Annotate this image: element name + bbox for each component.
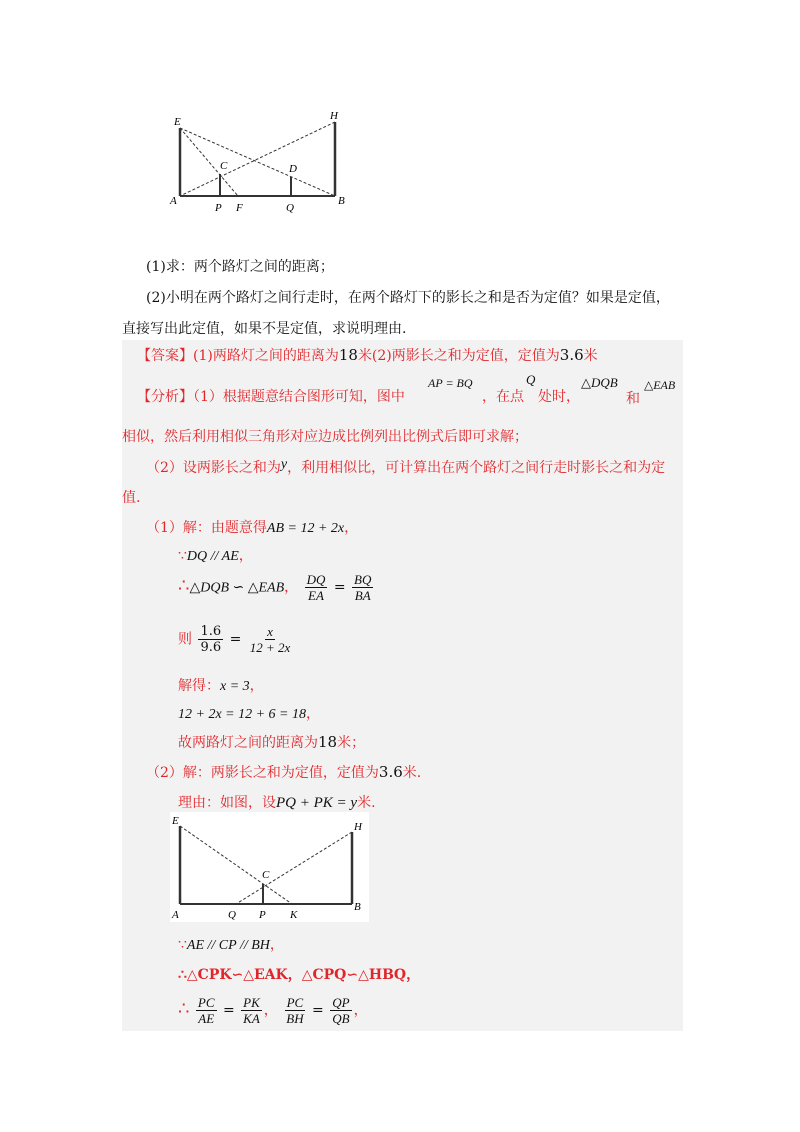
label-p: P: [259, 909, 266, 921]
sol1-eq-ab: AB = 12 + 2x: [266, 521, 345, 536]
sol2-fraction-1: [196, 995, 217, 1026]
sol1-conclusion-b: 米；: [337, 735, 366, 751]
sol2-intro-a: （2）解：两影长之和为定值，定值为: [146, 765, 379, 781]
question-2-line-2: 直接写出此定值，如果不是定值，求说明理由.: [122, 321, 407, 337]
sol1-calc: 12 + 2x = 12 + 6 = 18: [178, 707, 307, 722]
answer-text-b: 米(2)两影长之和为定值，定值为: [357, 348, 560, 364]
analysis-p2-line-1: [146, 457, 665, 477]
analysis-text-4: 和: [626, 391, 640, 407]
label-h: H: [330, 110, 338, 122]
analysis-tag: 【分析】: [137, 389, 193, 405]
sol1-fraction-b: [352, 572, 373, 603]
analysis-point-q: Q: [526, 372, 536, 387]
label-d: D: [289, 163, 297, 175]
sol2-intro-value: 3.6: [378, 763, 403, 781]
sol2-fraction-4: [330, 995, 351, 1026]
sol1-fraction-c: [198, 624, 223, 655]
figure-1: [160, 100, 360, 215]
label-a: A: [172, 909, 179, 921]
analysis-line-1: [137, 386, 405, 406]
label-h: H: [354, 821, 362, 833]
sol2-ratio-line: ∴ $\frac{PC}{AE}$ = $\frac{PK}{KA}$ ， $\frac{PC}{BH}$ = $\frac{QP}{QB}$ ，: [178, 995, 368, 1026]
sol1-proportion-line: 则 $\frac{1.6}{9.6}$ = $\frac{x}{12 + 2x}$: [178, 624, 291, 655]
sol2-parallel: AE // CP // BH: [186, 938, 270, 953]
sol2-f3-num: PC: [286, 995, 304, 1010]
sol1-conclusion-a: 故两路灯之间的距离为: [178, 735, 318, 751]
sol2-reason-line: [178, 792, 376, 812]
ray-e-b: [180, 128, 335, 196]
sol1-therefore-symbol: ∴: [178, 575, 190, 597]
sol1-similar-line: ∴△DQB ∽ △EAB， $\frac{DQ}{EA}$ = $\frac{BQ}{BA}$: [178, 572, 372, 603]
sol2-since-symbol: ∵: [178, 937, 187, 953]
sol2-intro-b: 米.: [402, 765, 422, 781]
answer-text-c: 米: [583, 348, 598, 364]
answer-tag: 【答案】: [137, 348, 193, 364]
sol2-therefore-symbol: ∴: [178, 998, 190, 1020]
answer-text-a: (1)两路灯之间的距离为: [193, 348, 339, 364]
sol2-f1-den: AE: [198, 1011, 215, 1026]
sol1-fraction-a: [305, 572, 328, 603]
label-e: E: [172, 815, 179, 827]
sol2-f4-num: QP: [332, 995, 350, 1010]
sol1-frac-b-den: BA: [354, 588, 371, 603]
sol1-calc-line: 12 + 2x = 12 + 6 = 18，: [178, 706, 321, 722]
label-p: P: [215, 202, 222, 214]
sol2-f2-den: KA: [243, 1011, 260, 1026]
figure-2: [170, 812, 369, 922]
question-2-line-1: (2)小明在两个路灯之间行走时，在两个路灯下的影长之和是否为定值？如果是定值，: [146, 290, 670, 306]
analysis-text-1: （1）根据题意结合图形可知，图中: [193, 389, 405, 405]
sol2-since-line: ∵AE // CP // BH，: [178, 937, 284, 953]
analysis-var-y: y: [280, 457, 288, 472]
sol1-intro-line: （1）解：由题意得AB = 12 + 2x，: [146, 520, 359, 536]
sol1-frac-d-den: 12 + 2x: [249, 640, 291, 655]
label-q: Q: [286, 202, 294, 214]
label-c: C: [262, 869, 270, 881]
label-f: F: [236, 202, 243, 214]
sol2-reason-eq: PQ + PK = y: [276, 795, 358, 811]
analysis-p2-a: （2）设两影长之和为: [146, 460, 281, 476]
ray-e-f: [180, 128, 238, 196]
sol1-frac-a-den: EA: [308, 588, 324, 603]
sol1-x-value: x = 3: [220, 679, 250, 694]
sol1-since-symbol: ∵: [178, 548, 187, 564]
question-1: (1)求：两个路灯之间的距离；: [146, 259, 334, 275]
sol1-solved-line: 解得：x = 3，: [178, 678, 264, 694]
sol2-f3-den: BH: [286, 1011, 304, 1026]
analysis-text-3: 处时，: [538, 389, 580, 405]
sol2-fraction-3: [284, 995, 305, 1026]
label-a: A: [170, 195, 177, 207]
sol1-frac-b-num: BQ: [354, 572, 372, 587]
analysis-p2-line-2: 值.: [122, 490, 141, 506]
analysis-tri-1: △DQB: [581, 375, 618, 390]
sol2-reason-a: 理由：如图，设: [178, 795, 276, 811]
sol1-frac-c-den: 9.6: [200, 640, 222, 655]
sol1-then: 则: [178, 631, 192, 648]
sol2-intro-line: [146, 762, 421, 782]
sol1-conclusion-value: 18: [318, 733, 338, 751]
analysis-tri-2: △EAB: [644, 378, 676, 392]
analysis-text-2: ，在点: [482, 389, 524, 405]
sol1-frac-c-num: 1.6: [200, 624, 222, 639]
sol1-frac-a-num: DQ: [306, 572, 326, 587]
sol1-since-line: ∵DQ // AE，: [178, 548, 253, 564]
sol2-f1-num: PC: [197, 995, 215, 1010]
analysis-eq: AP = BQ: [428, 376, 473, 390]
sol2-f2-num: PK: [243, 995, 260, 1010]
label-e: E: [174, 116, 181, 128]
label-k: K: [290, 909, 298, 921]
sol2-fraction-2: [241, 995, 262, 1026]
answer-value-1: 18: [338, 346, 358, 364]
answer-value-2: 3.6: [559, 346, 584, 364]
sol2-similar-line: ∴△CPK∽△EAK，△CPQ∽△HBQ，: [178, 967, 421, 983]
label-b: B: [338, 195, 345, 207]
analysis-p2-b: ，利用相似比，可计算出在两个路灯之间行走时影长之和为定: [287, 460, 666, 476]
label-q: Q: [228, 909, 236, 921]
sol1-conclusion-line: [178, 732, 365, 752]
sol1-intro: （1）解：由题意得: [146, 520, 267, 536]
answer-line: [137, 345, 598, 365]
label-c: C: [220, 160, 228, 172]
sol1-similar: △DQB ∽ △EAB: [189, 580, 285, 596]
sol1-fraction-d: [248, 624, 293, 655]
sol2-f4-den: QB: [332, 1011, 350, 1026]
sol2-reason-b: 米.: [357, 795, 376, 811]
sol1-parallel: DQ // AE: [186, 549, 239, 564]
analysis-line-2: 相似，然后利用相似三角形对应边成比例列出比例式后即可求解；: [122, 429, 528, 445]
sol1-frac-d-num: x: [267, 624, 273, 639]
label-b: B: [354, 901, 361, 913]
ray-h-a: [180, 122, 335, 196]
sol1-solved: 解得：: [178, 678, 220, 694]
